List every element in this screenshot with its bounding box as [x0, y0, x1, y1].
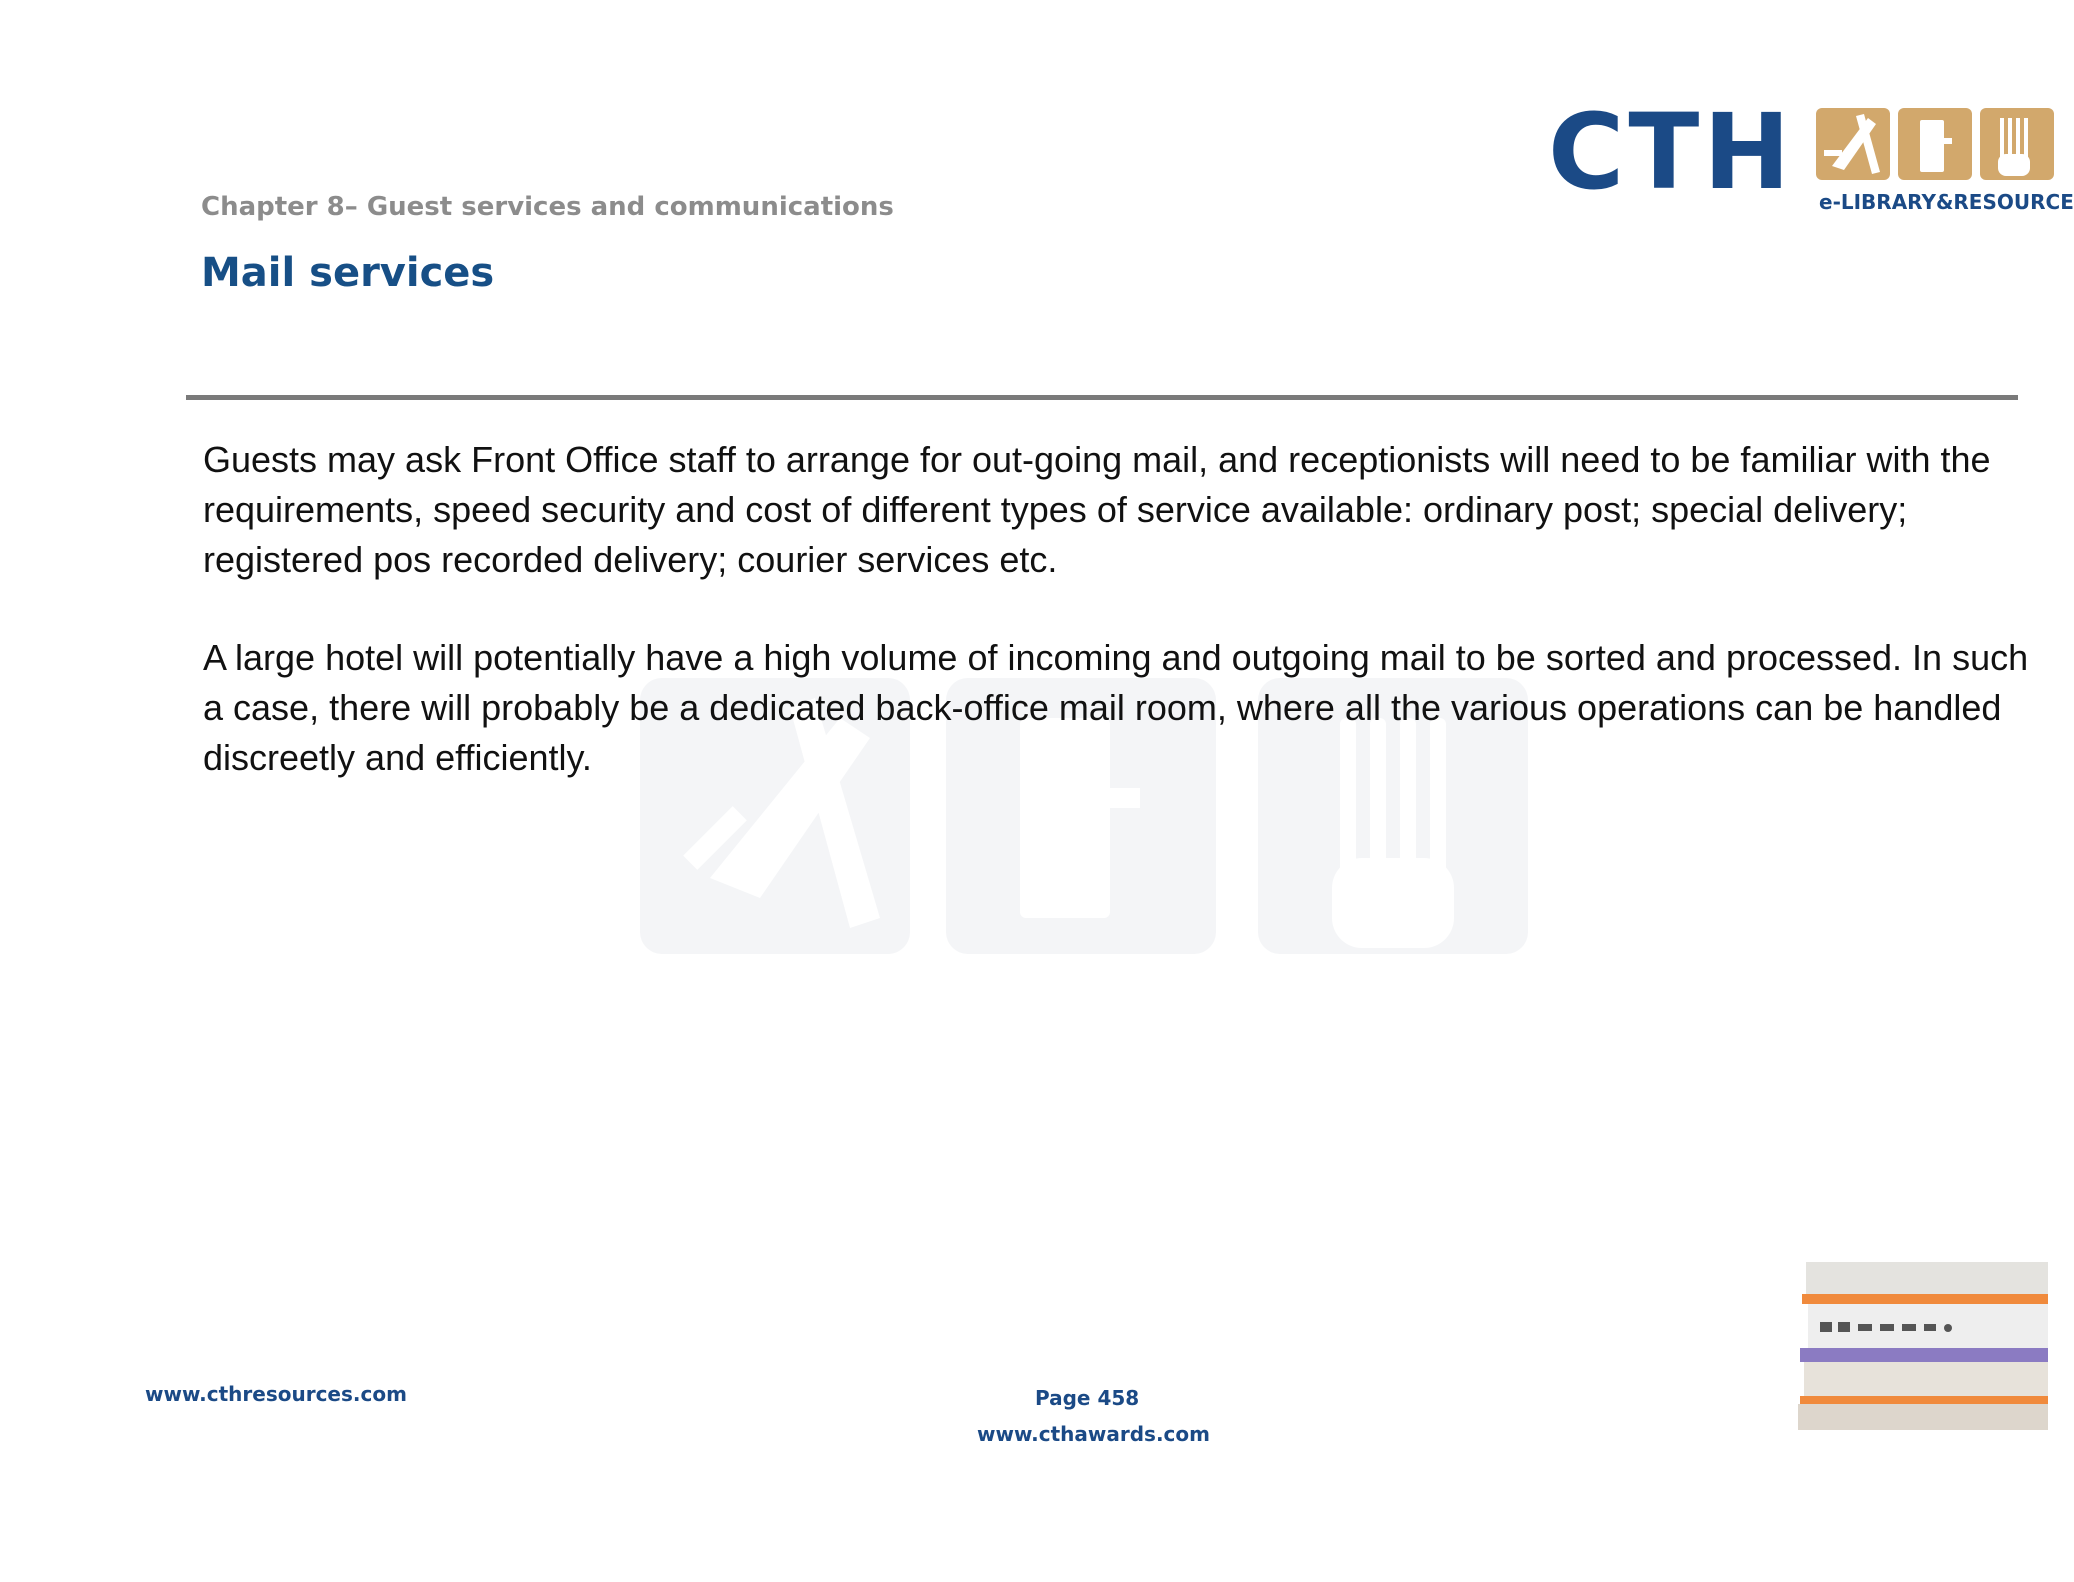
paragraph: Guests may ask Front Office staff to arrange for out-going mail, and receptionists will need to be familiar with the requirements, speed security and cost of different types of service available: ordinary post; special delivery; registered pos recorded delivery; courier services etc. — [203, 439, 1991, 580]
body-text — [203, 435, 2033, 831]
footer-awards-link[interactable]: www.cthawards.com — [977, 1422, 1210, 1446]
paragraph: A large hotel will potentially have a high volume of incoming and outgoing mail to be sorted and processed. In such a case, there will probably be a dedicated back-office mail room, where all the various operations can be handled discreetly and efficiently. — [203, 637, 2029, 778]
chapter-heading: Chapter 8– Guest services and communications — [201, 192, 894, 222]
books-stack-icon — [1796, 1258, 2048, 1434]
logo-wordmark: CTH — [1548, 91, 1795, 213]
cth-logo — [1548, 91, 2074, 220]
page-title: Mail services — [201, 250, 495, 296]
page-number: Page 458 — [1035, 1386, 1140, 1410]
divider — [186, 395, 2018, 400]
footer-resources-link[interactable]: www.cthresources.com — [145, 1382, 407, 1406]
logo-tagline: e-LIBRARY&RESOURCE — [1819, 190, 2074, 214]
